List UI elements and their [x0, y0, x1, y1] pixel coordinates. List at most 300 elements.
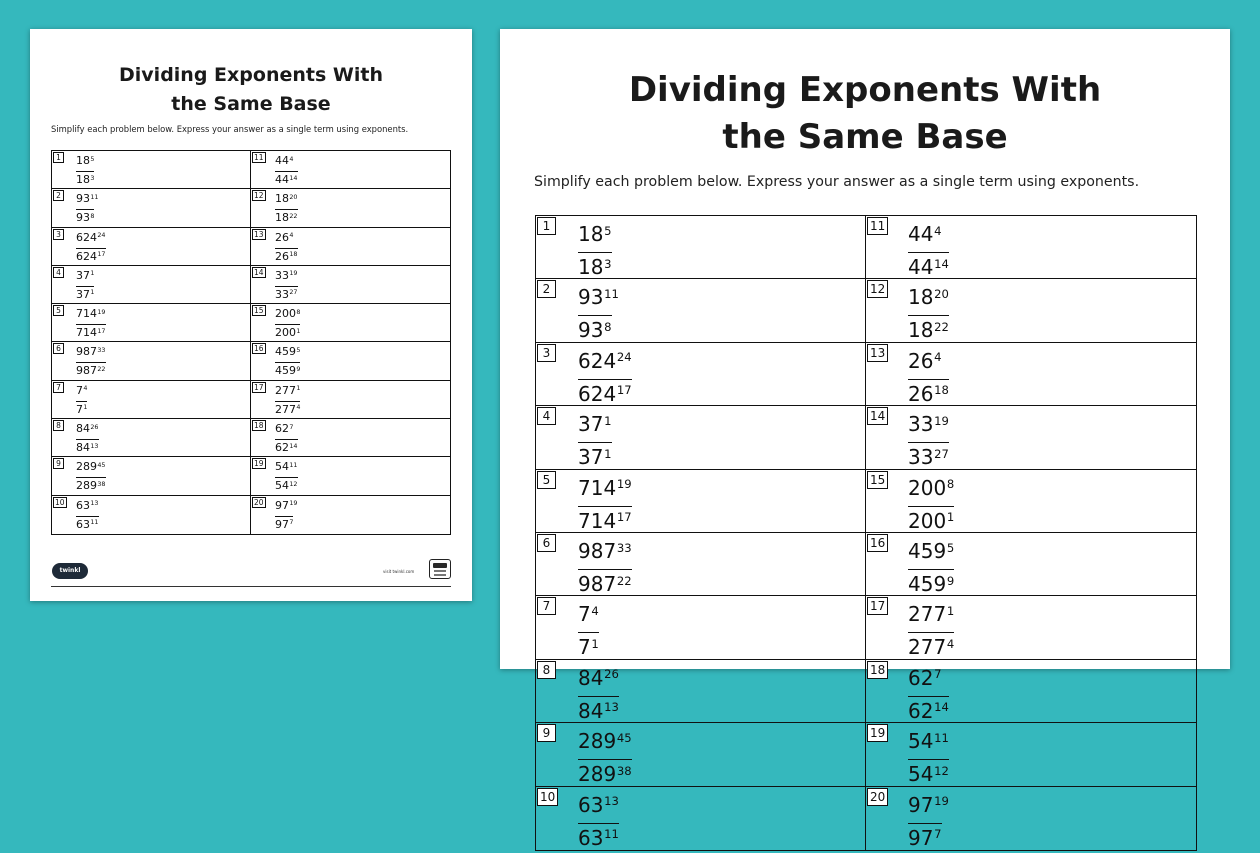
denominator: [275, 286, 298, 303]
numerator-base: 987: [578, 538, 617, 563]
denominator: [275, 439, 298, 456]
instructions: Simplify each problem below. Express your answer as a single term using exponents.: [534, 174, 1140, 190]
problem-cell: [866, 216, 1196, 279]
denominator-exponent: 11: [604, 827, 619, 842]
numerator: [578, 476, 632, 506]
denominator-exponent: 1: [296, 326, 301, 335]
numerator-base: 62: [908, 665, 934, 690]
denominator-base: 97: [908, 825, 934, 850]
denominator-base: 987: [578, 571, 617, 596]
numerator: [275, 307, 300, 324]
numerator-exponent: 45: [97, 460, 106, 469]
denominator: [908, 252, 949, 282]
worksheet-preview-large: [500, 29, 1230, 850]
problem-number: 20: [254, 497, 264, 507]
denominator: [76, 248, 106, 265]
numerator-exponent: 4: [934, 223, 942, 238]
problem-fraction: [908, 412, 949, 472]
problem-cell: [866, 406, 1196, 469]
problem-number: 19: [254, 459, 264, 469]
problem-fraction: [578, 793, 619, 853]
denominator-base: 987: [76, 364, 97, 378]
problem-number: 10: [55, 497, 65, 507]
problem-number: 17: [254, 382, 264, 392]
denominator-base: 97: [275, 517, 289, 531]
problem-cell: [52, 304, 251, 342]
numerator: [908, 602, 954, 632]
numerator: [275, 154, 293, 171]
numerator-exponent: 4: [289, 154, 294, 163]
numerator-base: 624: [76, 230, 97, 244]
denominator-exponent: 13: [90, 441, 99, 450]
problem-fraction: [275, 422, 298, 456]
problem-fraction: [578, 349, 632, 409]
numerator-exponent: 33: [616, 540, 632, 555]
problem-fraction: [578, 476, 632, 536]
numerator-exponent: 5: [604, 223, 612, 238]
problem-fraction: [578, 285, 619, 345]
denominator-exponent: 14: [934, 700, 949, 715]
problem-fraction: [76, 384, 87, 418]
problem-number: 10: [537, 788, 558, 806]
denominator-exponent: 17: [97, 250, 106, 259]
numerator: [908, 729, 949, 759]
denominator-base: 44: [275, 173, 289, 186]
problem-fraction: [908, 349, 949, 409]
problem-number: 8: [537, 661, 556, 679]
denominator-exponent: 38: [616, 763, 632, 778]
title-line-2: the Same Base: [722, 117, 1008, 157]
denominator-exponent: 22: [289, 211, 298, 220]
denominator: [76, 209, 94, 226]
denominator: [908, 506, 954, 536]
problem-number: 7: [53, 382, 64, 393]
denominator-exponent: 14: [934, 256, 949, 271]
denominator-base: 93: [578, 318, 604, 343]
problem-cell: [52, 228, 251, 266]
problem-number: 13: [867, 344, 888, 362]
numerator: [275, 231, 293, 248]
denominator: [578, 442, 612, 472]
numerator-base: 63: [578, 792, 604, 817]
problem-fraction: [76, 192, 99, 226]
problem-cell: [536, 343, 866, 406]
denominator-exponent: 7: [289, 518, 294, 527]
numerator: [578, 729, 632, 759]
numerator-exponent: 20: [934, 287, 949, 302]
problem-cell: [52, 266, 251, 304]
numerator: [908, 666, 942, 696]
denominator-base: 18: [76, 173, 90, 186]
denominator-exponent: 1: [946, 510, 955, 525]
problem-number: 19: [867, 724, 888, 742]
numerator: [908, 285, 949, 315]
denominator-exponent: 1: [90, 288, 95, 297]
problem-fraction: [578, 602, 599, 662]
denominator-exponent: 18: [289, 250, 298, 259]
problem-fraction: [908, 729, 949, 789]
denominator-base: 289: [76, 479, 97, 493]
problem-cell: [52, 381, 251, 419]
problem-cell: [536, 723, 866, 786]
instructions: Simplify each problem below. Express your answer as a single term using exponents.: [51, 124, 409, 134]
denominator-exponent: 8: [604, 320, 612, 335]
worksheet-title: [30, 61, 472, 119]
problem-fraction: [578, 729, 632, 789]
denominator-exponent: 12: [289, 479, 298, 488]
numerator-exponent: 45: [616, 730, 632, 745]
denominator: [908, 442, 949, 472]
denominator-base: 200: [275, 326, 296, 340]
numerator: [578, 602, 599, 632]
numerator-base: 18: [908, 285, 934, 310]
problem-fraction: [76, 422, 99, 456]
numerator: [76, 231, 106, 248]
denominator-exponent: 17: [616, 383, 632, 398]
numerator-base: 84: [578, 665, 604, 690]
numerator-base: 200: [275, 307, 296, 321]
numerator-exponent: 19: [289, 499, 298, 508]
denominator: [76, 477, 106, 494]
twinkl-logo: twinkl: [52, 563, 88, 579]
denominator-base: 18: [275, 211, 289, 225]
numerator-exponent: 8: [946, 477, 955, 492]
denominator-exponent: 12: [934, 763, 949, 778]
problem-cell: [251, 496, 450, 534]
problem-cell: [866, 723, 1196, 786]
problem-cell: [866, 787, 1196, 850]
problem-fraction: [908, 666, 949, 726]
numerator-exponent: 4: [934, 350, 942, 365]
denominator: [275, 477, 298, 494]
problem-number: 17: [867, 597, 888, 615]
denominator-exponent: 17: [616, 510, 632, 525]
problem-number: 5: [53, 305, 64, 316]
numerator-exponent: 4: [83, 384, 88, 393]
problem-cell: [536, 787, 866, 850]
numerator-base: 37: [578, 412, 604, 437]
denominator-exponent: 4: [946, 636, 955, 651]
numerator-exponent: 20: [289, 192, 298, 201]
problem-number: 15: [867, 471, 888, 489]
numerator: [908, 539, 954, 569]
denominator: [578, 696, 619, 726]
problem-cell: [251, 151, 450, 189]
numerator: [76, 384, 87, 401]
numerator: [76, 192, 99, 209]
problem-cell: [52, 342, 251, 380]
problem-cell: [866, 343, 1196, 406]
denominator: [76, 362, 106, 379]
problem-cell: [866, 533, 1196, 596]
numerator: [76, 460, 106, 477]
problem-fraction: [908, 793, 949, 853]
denominator-base: 84: [76, 441, 90, 455]
problem-fraction: [76, 345, 106, 379]
problem-fraction: [275, 499, 298, 533]
footer-link: visit twinkl.com: [383, 569, 415, 574]
problem-fraction: [275, 154, 298, 188]
problem-grid: [51, 150, 451, 535]
denominator: [908, 632, 954, 662]
problem-fraction: [908, 476, 954, 536]
denominator-base: 26: [908, 381, 934, 406]
problem-fraction: [76, 499, 99, 533]
denominator-exponent: 1: [83, 403, 88, 412]
problem-grid: [535, 215, 1197, 851]
problem-cell: [536, 533, 866, 596]
problem-cell: [251, 304, 450, 342]
checked-document-icon: [429, 559, 451, 579]
numerator-base: 44: [908, 222, 934, 246]
problem-number: 2: [53, 190, 64, 201]
numerator: [908, 793, 949, 823]
numerator-base: 987: [76, 345, 97, 359]
numerator-exponent: 11: [604, 287, 619, 302]
numerator: [908, 222, 942, 252]
problem-number: 3: [537, 344, 556, 362]
problem-cell: [52, 457, 251, 495]
numerator: [275, 422, 293, 439]
numerator-base: 18: [578, 222, 604, 246]
problem-fraction: [76, 154, 94, 188]
problem-cell: [536, 279, 866, 342]
numerator-base: 93: [76, 192, 90, 206]
problem-fraction: [76, 269, 94, 303]
numerator-exponent: 11: [90, 192, 99, 201]
denominator-base: 7: [578, 635, 591, 660]
numerator-base: 54: [275, 460, 289, 474]
denominator-base: 18: [578, 255, 604, 279]
problem-cell: [866, 470, 1196, 533]
denominator: [275, 362, 300, 379]
numerator-base: 44: [275, 154, 289, 167]
problem-cell: [251, 342, 450, 380]
problem-fraction: [76, 307, 106, 341]
problem-cell: [52, 419, 251, 457]
denominator-base: 26: [275, 249, 289, 263]
problem-cell: [866, 596, 1196, 659]
denominator-base: 289: [578, 762, 617, 787]
problem-number: 4: [537, 407, 556, 425]
numerator-exponent: 8: [296, 307, 301, 316]
denominator-base: 62: [908, 698, 934, 723]
denominator: [275, 248, 298, 265]
denominator-exponent: 18: [934, 383, 949, 398]
problem-cell: [251, 419, 450, 457]
numerator-base: 62: [275, 422, 289, 436]
numerator-base: 97: [275, 498, 289, 512]
denominator: [908, 823, 942, 853]
denominator-base: 459: [275, 364, 296, 378]
denominator-base: 714: [76, 326, 97, 340]
denominator: [578, 759, 632, 789]
problem-number: 7: [537, 597, 556, 615]
numerator-base: 714: [578, 475, 617, 500]
numerator-base: 7: [578, 602, 591, 627]
problem-fraction: [76, 460, 106, 494]
numerator: [578, 285, 619, 315]
denominator-exponent: 14: [289, 441, 298, 450]
problem-fraction: [275, 192, 298, 226]
denominator-base: 37: [578, 445, 604, 470]
problem-fraction: [275, 384, 300, 418]
numerator: [578, 222, 612, 252]
problem-cell: [251, 457, 450, 495]
numerator-exponent: 5: [296, 345, 301, 354]
denominator: [275, 209, 298, 226]
numerator-exponent: 13: [90, 499, 99, 508]
problem-number: 1: [537, 217, 556, 235]
denominator-base: 459: [908, 571, 947, 596]
problem-number: 9: [53, 458, 64, 469]
numerator-exponent: 5: [90, 154, 95, 163]
numerator-base: 33: [275, 268, 289, 282]
numerator-base: 63: [76, 498, 90, 512]
problem-fraction: [76, 231, 106, 265]
problem-fraction: [275, 345, 300, 379]
title-line-1: Dividing Exponents With: [628, 70, 1102, 110]
numerator-exponent: 1: [946, 603, 955, 618]
numerator: [275, 460, 298, 477]
problem-number: 14: [867, 407, 888, 425]
problem-fraction: [275, 460, 298, 494]
denominator: [578, 823, 619, 853]
denominator-base: 54: [908, 762, 934, 787]
problem-number: 3: [53, 229, 64, 240]
numerator-base: 37: [76, 268, 90, 282]
numerator: [578, 349, 632, 379]
numerator-base: 26: [908, 348, 934, 373]
denominator-exponent: 9: [946, 573, 955, 588]
denominator: [275, 171, 298, 188]
denominator-base: 62: [275, 441, 289, 455]
denominator: [578, 506, 632, 536]
problem-fraction: [578, 539, 632, 599]
numerator-exponent: 1: [90, 269, 95, 278]
numerator: [578, 666, 619, 696]
numerator-exponent: 13: [604, 794, 619, 809]
numerator-exponent: 1: [296, 384, 301, 393]
problem-number: 15: [254, 306, 264, 316]
denominator: [578, 569, 632, 599]
numerator: [275, 499, 298, 516]
problem-number: 1: [53, 152, 64, 163]
problem-cell: [536, 660, 866, 723]
denominator: [275, 401, 300, 418]
denominator: [76, 286, 94, 303]
problem-fraction: [275, 231, 298, 265]
denominator: [76, 401, 87, 418]
numerator-exponent: 19: [934, 794, 949, 809]
numerator-exponent: 7: [934, 667, 942, 682]
problem-fraction: [578, 412, 612, 472]
numerator-base: 97: [908, 792, 934, 817]
problem-cell: [866, 279, 1196, 342]
denominator-exponent: 27: [289, 288, 298, 297]
denominator-base: 37: [76, 287, 90, 301]
numerator-exponent: 4: [591, 603, 599, 618]
numerator-base: 714: [76, 307, 97, 321]
numerator-base: 18: [275, 192, 289, 206]
denominator: [908, 315, 949, 345]
denominator-base: 714: [578, 508, 617, 533]
problem-number: 20: [867, 788, 888, 806]
numerator-base: 459: [275, 345, 296, 359]
denominator: [578, 315, 612, 345]
numerator-exponent: 7: [289, 422, 294, 431]
denominator-base: 44: [908, 255, 934, 279]
denominator-exponent: 4: [296, 403, 301, 412]
denominator: [908, 379, 949, 409]
worksheet-preview-small: [30, 29, 472, 601]
numerator: [908, 412, 949, 442]
denominator: [908, 759, 949, 789]
problem-number: 4: [53, 267, 64, 278]
problem-cell: [536, 470, 866, 533]
denominator-exponent: 7: [934, 827, 942, 842]
title-line-2: the Same Base: [171, 93, 331, 115]
numerator: [76, 499, 99, 516]
denominator-base: 63: [76, 517, 90, 531]
denominator-base: 7: [76, 402, 83, 416]
problem-fraction: [908, 602, 954, 662]
problem-cell: [251, 266, 450, 304]
denominator: [76, 171, 94, 188]
denominator-exponent: 1: [604, 446, 612, 461]
problem-cell: [866, 660, 1196, 723]
numerator-exponent: 4: [289, 231, 294, 240]
numerator-exponent: 19: [934, 413, 949, 428]
numerator: [578, 793, 619, 823]
denominator-base: 200: [908, 508, 947, 533]
problem-number: 16: [867, 534, 888, 552]
denominator-base: 63: [578, 825, 604, 850]
denominator-exponent: 14: [289, 173, 298, 182]
denominator-exponent: 1: [591, 636, 599, 651]
numerator-base: 200: [908, 475, 947, 500]
problem-number: 11: [867, 217, 888, 235]
denominator: [76, 439, 99, 456]
denominator-exponent: 22: [934, 320, 949, 335]
denominator-exponent: 38: [97, 479, 106, 488]
problem-cell: [52, 189, 251, 227]
problem-number: 5: [537, 471, 556, 489]
problem-number: 18: [867, 661, 888, 679]
numerator-base: 84: [76, 422, 90, 436]
numerator-exponent: 5: [946, 540, 955, 555]
denominator: [578, 379, 632, 409]
numerator: [76, 154, 94, 171]
denominator-base: 33: [908, 445, 934, 470]
problem-cell: [536, 596, 866, 659]
numerator-exponent: 11: [289, 460, 298, 469]
numerator-base: 624: [578, 348, 617, 373]
problem-fraction: [578, 666, 619, 726]
numerator-exponent: 19: [97, 307, 106, 316]
problem-number: 12: [254, 191, 264, 201]
numerator-exponent: 1: [604, 413, 612, 428]
problem-number: 9: [537, 724, 556, 742]
problem-number: 6: [537, 534, 556, 552]
denominator-base: 54: [275, 479, 289, 493]
denominator-base: 277: [275, 402, 296, 416]
numerator: [76, 345, 106, 362]
numerator-base: 459: [908, 538, 947, 563]
denominator: [275, 516, 293, 533]
problem-cell: [52, 151, 251, 189]
numerator-base: 7: [76, 383, 83, 397]
